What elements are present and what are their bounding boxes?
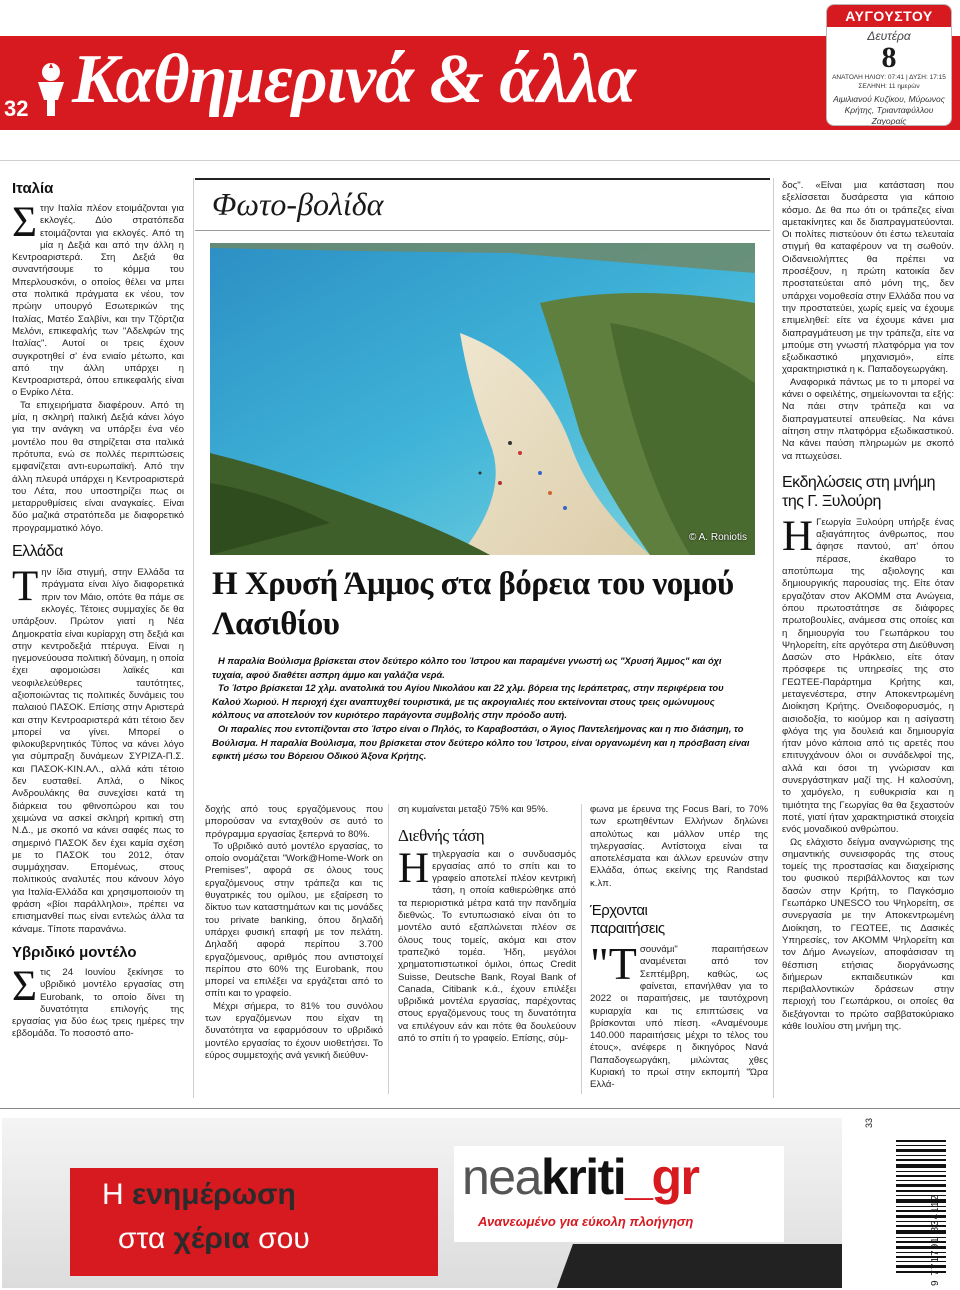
article-continuation xyxy=(782,180,954,463)
caption-paragraph: Οι παραλίες που εντοπίζονται στο Ίστρο είναι ο Πηλός, το Καραβοστάσι, ο Άγιος Παντελεήμονας και η πιο διάσημη, το Βούλισμα. Η παραλία Βούλισμα, που βρίσκεται στον δεύτερο κόλπο του Ίστρου, είναι οργανωμένη και η πρόσβαση είναι εφικτή μέσω του Βόρειου Οδικού Άξονα Κρήτης. xyxy=(212,722,750,762)
paragraph: δος". «Είναι μια κατάσταση που εξελίσσεται δυσάρεστα για κάποιο κόσμο. Δε θα πω ότι οι τράπεζες είναι αμετακίνητες και δε διαπραγματεύονται. Οι πολίτες πιστεύουν ότι έστω τελευταία στιγμή θα καταφέρουν να τη σωθούν. Οιδανειολήπτες θα πρέπει να προσέξουν, η πρώτη κατοικία δεν προστατεύεται από μόνη της, δεν υπάρχει νομοθεσία στην Ελλάδα που να την προστατεύει, χωρίς εμείς να έχουμε επιμεληθεί: είτε να έχουμε κάνει μια διαπραγμάτευση με την τράπεζα, είτε να μπούμε στη γνωστή πλατφόρμα για τον εξωδικαστικό μηχανισμό», είπε χαρακτηριστικά η κ. Παπαδογεωργάκη. xyxy=(782,180,954,376)
ad-text-bold: χέρια xyxy=(173,1222,250,1255)
article-hybrid-model xyxy=(12,962,184,1041)
heading-memorial-events: Εκδηλώσεις στη μνήμη της Γ. Ξυλούρη xyxy=(782,473,936,510)
column-divider xyxy=(581,804,582,1094)
paragraph: τηλεργασία και ο συνδυασμός εργασίας από το σπίτι και το γραφείο αποτελεί πλέον κεντρική τάση, η οποία καθιερώθηκε από τα περιοριστικά μέτρα κατά την πανδημία διεθνώς. Το εντυπωσιακό είναι ότι το μοντέλο αυτό εξαπλώνεται πλέον σε όλους τους τομείς, ακόμα και στον τραπεζικό τομέα. Ήδη, μεγάλοι χρηματοπιστωτικοί όμιλοι, όπως Credit Suisse, Deutsche Bank, Royal Bank of Canada, Citibank κ.ά., έχουν επιλέξει υβριδικά μοντέλα εργασίας, παρέχοντας στους εργαζόμενους τους τη δυνατότητα να επιλέγουν εάν και πότε θα δουλεύουν από το σπίτι ή το γραφείο. Επίσης, σύμ- xyxy=(398,848,576,1045)
masthead-divider xyxy=(0,132,960,136)
beach-photo xyxy=(210,243,755,555)
article-italy xyxy=(12,199,184,535)
logo-part: kriti xyxy=(540,1149,626,1205)
article-memorial-events xyxy=(782,512,954,1033)
paragraph: Αναφορικά πάντως με το τι μπορεί να κάνει ο οφειλέτης, σημείωνονται τα εξής: Να πάει στην τράπεζα και να διαπραγματευτεί απευθείας. Να κάνει αίτηση στην πλατφόρμα εξωδικαστικού. Να κάνει παύση πληρωμών με σκοπό να πτωχεύσει. xyxy=(782,376,954,462)
ad-slogan: Ανανεωμένο για εύκολη πλοήγηση xyxy=(478,1214,694,1229)
barcode-icon xyxy=(856,1117,956,1288)
paragraph: Το υβριδικό αυτό μοντέλο εργασίας, το οποίο ονομάζεται "Work@Home-Work on Premises", αφορά σε όλους τους εργαζόμενους στην τράπεζα και τις θυγατρικές του ομίλου, με εξαίρεση το δίκτυο των καταστημάτων και τις μονάδες του private banking, όπου δηλαδή υπάρχει φυσική επαφή με τον πελάτη. Δηλαδή αφορά περίπου 3.700 εργαζόμενους, αριθμός που αντιστοιχεί περίπου στο 60% της Eurobank, που μπορεί να επιλέξει να εργάζεται από το σπίτι και το γραφείο. xyxy=(205,840,383,1000)
center-column-3 xyxy=(590,804,768,1092)
logo-part: nea xyxy=(462,1149,541,1205)
dropcap: Σ xyxy=(12,962,38,1010)
heading-international-trend: Διεθνής τάση xyxy=(398,826,485,846)
paragraph: Γεωργία Ξυλούρη υπήρξε ένας αξιαγάπητος άνθρωπος, που άφησε παντού, απ' όπου πέρασε, έκαθαρο το αποτύπωμα της αξιολογης και δημιουργικής παρουσίας της. Είτε όταν εργαζόταν στον ΑΚΟΜΜ στα Ανώγεια, όπου πρωτοστάτησε σε διάφορες πρωτοβουλίες, ανάμεσα στις οποίες και η δημιουργία του Γεωπάρκου του Ψηλορείτη, είτε αργότερα στη Διεύθυνση Δασών στο Ηράκλειο, είτε όταν πρόσφερε τις υπηρεσίες της στο ΓΕΩΤΕΕ-Παράρτημα Κρήτης και, μεταγενέστερα, στην Αποκεντρωμένη Διοίκηση Κρήτης. Ονειδοφορυσμός, η αισιοδοξία, το κιούμορ και η ασίγαστη φλόγα της για δουλειά και δημιουργία ήταν μόνο κάποια από τις αρετές που επιτυγχάνουν όλοι οι συνάδελφοί της, αλλά και όσοι τη γνώρισαν και συνεργάστηκαν μαζί της. Η καλοσύνη, το χαμόγελο, η ευθυκρισία και η τιμιότητα της Γεωργίας θα θα ξεχαστούν ποτέ, γιατί ήταν χαρακτηριστικά στοιχεία ενός μοναδικού ανθρώπου. xyxy=(782,516,954,836)
barcode-number: 9 771791 834112 xyxy=(930,1193,941,1286)
logo-part: _ xyxy=(625,1149,652,1205)
feature-rule xyxy=(195,230,770,231)
device-graphic xyxy=(551,1244,842,1288)
center-column-2 xyxy=(398,804,576,1045)
dropcap: "Τ xyxy=(590,938,637,990)
ad-separator xyxy=(0,1108,960,1109)
header-rule xyxy=(0,160,960,161)
page-number: 32 xyxy=(4,96,29,121)
caption-paragraph: Το Ίστρο βρίσκεται 12 χλμ. ανατολικά του Αγίου Νικολάου και 22 χλμ. βόρεια της Ιεράπετρας, στην περιφέρεια του Καλού Χωριού. Η περιοχή έχει αναπτυχθεί τουριστικά, με τις ακρογιαλιές που εκτείνονται στους τρεις ομώνυμους κόλπους να αποτελούν τον κυριότερο παράγοντα συμβολής στην πρόοδο αυτή. xyxy=(212,682,724,721)
date-day-number: 8 xyxy=(881,41,897,74)
paragraph: Ως ελάχιστο δείγμα αναγνώρισης της σημαντικής συνεισφοράς της στους τομείς της προστασίας και διαχείρισης του φυσικού περιβάλλοντος και των δασών στην Κρήτη, το Παγκόσμιο Γεωπάρκο UNESCO του Ψηλορείτη, σε συνεργασία με την Αποκεντρωμένη Διοίκηση, το ΓΕΩΤΕΕ, τις Δασικές Υπηρεσίες, τον ΑΚΟΜΜ Ψηλορείτη και τον Δήμο Ανωγείων, αποφάσισαν τη θέσπιση ετήσιας διοργάνωσης διήμερων εκπαιδευτικών και περιβαλλοντικών δράσεων στην περιοχή του Γεωπάρκου, οι οποίες θα διεξάγονται το πρώτο σαββατοκύριακο κάθε Ιουλίου στη μνήμη της. xyxy=(782,836,954,1032)
paragraph: ση κυμαίνεται μεταξύ 75% και 95%. xyxy=(398,804,549,815)
date-box xyxy=(826,4,952,126)
ad-tagline-line2 xyxy=(118,1222,310,1256)
dropcap: Η xyxy=(398,844,430,892)
paragraph: Μέχρι σήμερα, το 81% του συνόλου των εργαζόμενων που είχαν τη δυνατότητα να εφαρμόσουν το υβριδικό μοντέλο εργασίας το έχουν υιοθετήσει. Το εύρος συμμετοχής ανά γενική διεύθυν- xyxy=(205,1000,383,1061)
feature-caption xyxy=(212,654,754,763)
date-month: ΑΥΓΟΥΣΤΟΥ xyxy=(827,5,951,27)
section-title: Καθημερινά & άλλα xyxy=(72,41,635,118)
paragraph: σουνάμι" παραιτήσεων αναμένεται από τον Σεπτέμβρη, καθώς, ως φαίνεται, επανήλθαν για το 2022 οι παραιτήσεις, με ταυτόχρονη κυριαρχία και τις επιπτώσεις να βρίσκονται υπό πίεση. «Αναμένουμε 140.000 παραιτήσεις μέχρι το τέλος του έτους», ανέφερε η δικηγόρος Νανά Παπαδογεωργάκη, μιλώντας χθες Κυριακή το πρωί στην εκπομπή "Ώρα Ελλά- xyxy=(590,944,768,1091)
ad-text: στα xyxy=(118,1222,174,1255)
article-greece xyxy=(12,563,184,936)
name-days: Αιμιλιανού Κυζίκου, Μύρωνος Κρήτης, Τριανταφύλλου Ζαγοραίς xyxy=(833,94,945,126)
date-weekday: Δευτέρα xyxy=(867,29,911,43)
lamp-logo-icon xyxy=(32,60,70,120)
logo-part: gr xyxy=(651,1149,699,1205)
dropcap: Τ xyxy=(12,563,39,611)
feature-top-rule xyxy=(195,178,770,180)
right-column xyxy=(782,180,954,1033)
center-column-1 xyxy=(205,804,383,1062)
heading-resignations: Έρχονται παραιτήσεις xyxy=(590,902,665,938)
neakriti-logo xyxy=(462,1148,698,1206)
dropcap: Σ xyxy=(12,199,38,246)
dropcap: Η xyxy=(782,512,814,560)
heading-italy: Ιταλία xyxy=(12,180,54,197)
ad-text: σου xyxy=(249,1222,310,1255)
feature-label: Φωτο-βολίδα xyxy=(212,186,384,222)
column-divider xyxy=(193,178,194,1098)
ad-text: Η xyxy=(102,1178,132,1211)
ad-text-bold: ενημέρωση xyxy=(132,1178,296,1211)
heading-greece: Ελλάδα xyxy=(12,543,63,561)
neakriti-advertisement[interactable] xyxy=(2,1118,842,1288)
moon-phase: ΣΕΛΗΝΗ: 11 ημερών xyxy=(858,83,920,90)
paragraph: φωνα με έρευνα της Focus Bari, το 70% των ερωτηθέντων Ελλήνων δηλώνει απολύτως και μάλλον υπέρ της τηλεργασίας. Αντίστοιχα είναι τα αποτελέσματα και άλλων ερευνών στην Ελλάδα, όπως εκείνης της Randstad κ.λπ. xyxy=(590,804,768,889)
paragraph: Τα επιχειρήματα διαφέρουν. Από τη μία, η σκληρή ιταλική Δεξιά κάνει λόγο για την ανάγκη να υπάρξει ένα νέο μοντέλο που θα στηρίζεται στα ιταλικά πρότυπα, ενώ σε πολλές περιπτώσεις εμφανίζεται αντι-ευρωπαϊκή. Από την άλλη πλευρά υπάρχει η Κεντροαριστερά του Λέτα, που υποστηρίζει πως οι μεταρρυθμίσεις είναι αναγκαίες. Είναι δύο μαζικά στρατόπεδα με διαφορετικό προγραμματικό λόγο. xyxy=(12,399,184,534)
feature-headline: Η Χρυσή Άμμος στα βόρεια του νομού Λασιθίου xyxy=(212,566,734,642)
photo-credit: © Α. Roniotis xyxy=(689,532,747,543)
ad-tagline-line1 xyxy=(102,1178,296,1212)
beach-photo-illustration xyxy=(210,243,755,555)
sunrise-sunset: ΑΝΑΤΟΛΗ ΗΛΙΟΥ: 07:41 | ΔΥΣΗ: 17:15 xyxy=(832,74,946,81)
column-divider xyxy=(388,804,389,1094)
paragraph: την Ιταλία πλέον ετοιμάζονται για εκλογές. Δύο στρατόπεδα ετοιμάζονται για εκλογές. Από τη μία η Δεξιά και από την άλλη η Κεντροαριστερά. Στη Δεξιά θα συναντήσουμε το κόμμα του Μπερλουσκόνι, ο οποίος θέλει να μπει στα πολιτικά πράγματα εκ νέου, τον πρώην υπουργό Εσωτερικών της Ιταλίας, Ματέο Σαλβίνι, και την Τζόρτζια Μελόνι, επικεφαλής των "Αδελφών της Ιταλίας". Αυτοί οι τρεις έχουν συγκροτηθεί σ' ένα ενιαίο μέτωπο, και από την άλλη υπάρχει η Κεντροαριστερά, όπου επικεφαλής είναι ο Ενρίκο Λέτα. xyxy=(12,203,184,399)
issue-number: 33 xyxy=(864,1117,874,1128)
paragraph: δοχής από τους εργαζόμενους που μπορούσαν να ενταχθούν σε αυτό το πρόγραμμα εργασίας ξεπερνά το 80%. xyxy=(205,804,383,840)
left-column xyxy=(12,180,184,1041)
heading-hybrid-model: Υβριδικό μοντέλο xyxy=(12,943,137,961)
column-divider xyxy=(773,178,774,1098)
caption-paragraph: Η παραλία Βούλισμα βρίσκεται στον δεύτερο κόλπο του Ίστρου και παραμένει γνωστή ως "Χρυσή Άμμος" και όχι τυχαία, αφού διαθέτει ασπρη άμμο και γαλάζια νερά. xyxy=(212,655,722,680)
masthead xyxy=(0,36,960,136)
paragraph: τις 24 Ιουνίου ξεκίνησε το υβριδικό μοντέλο εργασίας στη Eurobank, το οποίο δίνει τη δυνατότητα επιλογής της εργασίας για δύο έως τρεις ημέρες την εβδομάδα. Το ποσοστό απο- xyxy=(12,966,184,1040)
paragraph: ην ίδια στιγμή, στην Ελλάδα τα πράγματα είναι λίγο διαφορετικά πριν τον Μάιο, οπότε θα πάμε σε εκλογές. Τέτοιες συμμαχίες δε θα υπάρξουν. Πρώτον γιατί η Νέα Δημοκρατία είναι κυρίαρχη στη δεξιά και στην κεντροδεξιά πτέρυγα. Είναι η ηγεμονεύουσα πολιτική δύναμη, η οποία έχει αφομοιώσει λαϊκές και νεοφιλελεύθερες ταυτότητες, αξιοποιώντας τις πολιτικές δυνάμεις του παλαιού ΠΑΣΟΚ. Επίσης στην Αριστερά και στην Κεντροαριστερά κάτι τέτοιο δεν μπορεί να γίνει. Μπορεί ο φιλοκυβερνητικός Τύπος να κάνει λόγο για σύμπραξη δυνάμεων ΣΥΡΙΖΑ-Π.Σ. και ΠΑΣΟΚ-ΚΙΝ.ΑΛ., αλλά κάτι τέτοιο δεν ευσταθεί. Απλά, ο Νίκος Ανδρουλάκης θα συνεχίσει κατά τη διάρκεια του φθινοπώρου και του χειμώνα να ασκεί σκληρή κριτική στη Ν.Δ., με σκοπό να κάνει σαφές πως το σημερινό ΠΑΣΟΚ δεν έχει καμία σχέση με το ΠΑΣΟΚ του 2012, όταν συμμάχησαν. Επομένως, στους πολιτικούς αναλυτές που κάνουν λόγο για Ιταλία-Ελλάδα και χρησιμοποιούν τη φράση «βίοι παράλληλοι», πρέπει να επισημανθεί πως είναι εντελώς άλλα τα κάναμε. Τίποτε παρανάνω. xyxy=(12,567,184,935)
